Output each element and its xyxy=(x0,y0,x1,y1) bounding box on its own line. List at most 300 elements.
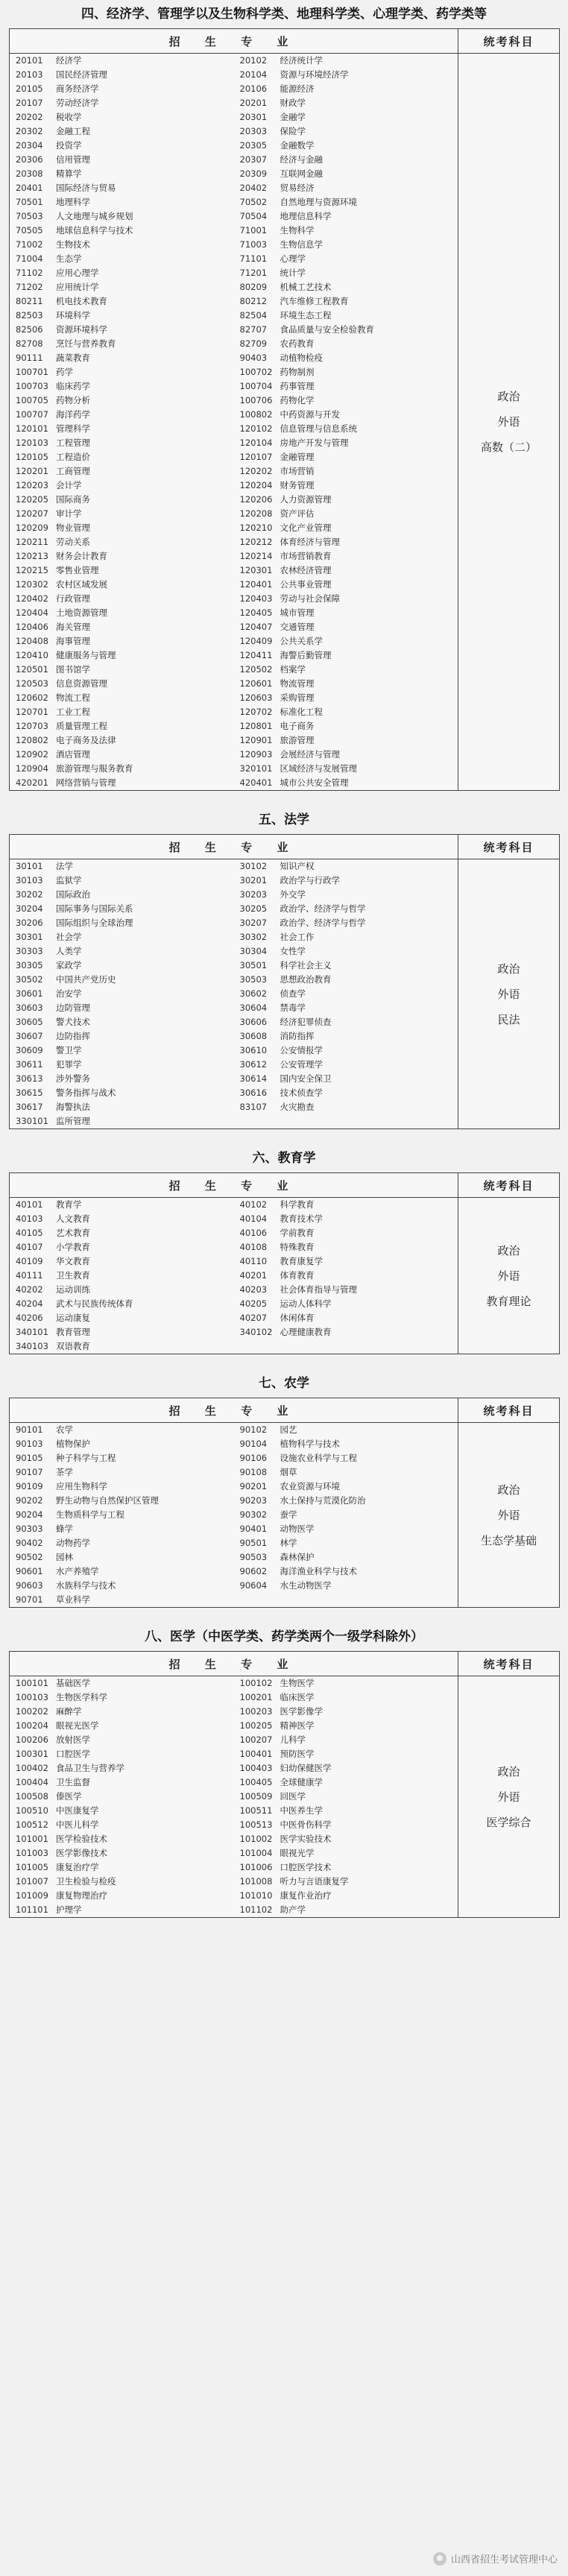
major-name: 生物医学 xyxy=(280,1678,315,1688)
major-name: 思想政治教育 xyxy=(280,974,332,985)
major-entry xyxy=(234,1339,458,1354)
major-code: 20106 xyxy=(239,83,268,94)
major-entry xyxy=(234,1790,458,1804)
major-entry xyxy=(10,1832,234,1846)
major-name: 消防指挥 xyxy=(280,1031,315,1041)
major-code: 30616 xyxy=(239,1087,268,1098)
major-name: 环境生态工程 xyxy=(280,310,332,321)
major-name: 海洋药学 xyxy=(56,409,90,420)
major-entry xyxy=(10,1860,234,1875)
major-code: 100512 xyxy=(16,1819,48,1830)
major-name: 禁毒学 xyxy=(280,1003,306,1013)
major-entry xyxy=(10,309,234,323)
major-code: 90204 xyxy=(16,1509,43,1520)
major-name: 质量管理工程 xyxy=(56,721,107,731)
major-name: 动物药学 xyxy=(56,1538,90,1548)
major-entry xyxy=(234,436,458,450)
section-title: 七、农学 xyxy=(259,1376,309,1391)
major-code: 30201 xyxy=(239,875,268,886)
major-name: 资源与环境经济学 xyxy=(280,69,349,80)
major-code: 30614 xyxy=(239,1073,268,1084)
major-code: 100101 xyxy=(16,1678,48,1688)
major-name: 公共事业管理 xyxy=(280,579,332,590)
exam-subjects-cell xyxy=(458,54,560,791)
major-entry xyxy=(10,1437,234,1451)
major-code: 40201 xyxy=(239,1270,268,1281)
list-item xyxy=(10,1690,458,1705)
major-code: 101102 xyxy=(239,1904,273,1915)
major-name: 城市管理 xyxy=(280,607,315,618)
major-code xyxy=(234,1114,280,1128)
major-entry xyxy=(234,280,458,294)
major-code: 90604 xyxy=(239,1580,268,1591)
major-code: 90105 xyxy=(16,1453,43,1463)
list-item xyxy=(10,365,458,379)
major-entry xyxy=(10,1508,234,1522)
major-entry xyxy=(234,96,458,110)
major-code: 120904 xyxy=(16,763,48,774)
major-name: 口腔医学技术 xyxy=(280,1862,332,1872)
major-entry xyxy=(234,479,458,493)
major-code: 40204 xyxy=(16,1298,43,1309)
list-item xyxy=(10,1747,458,1761)
major-code: 20301 xyxy=(239,112,268,122)
list-item xyxy=(10,634,458,648)
major-entry xyxy=(234,1579,458,1593)
list-item xyxy=(10,973,458,987)
major-entry xyxy=(234,1100,458,1114)
major-entry xyxy=(234,266,458,280)
major-entry xyxy=(234,606,458,620)
major-entry xyxy=(10,1733,234,1747)
major-code: 120406 xyxy=(16,622,48,632)
major-name: 回医学 xyxy=(280,1791,306,1802)
major-name: 采购管理 xyxy=(280,692,315,703)
majors-list xyxy=(10,1198,458,1354)
major-entry xyxy=(10,1001,234,1015)
major-code: 120405 xyxy=(239,607,273,618)
major-section xyxy=(9,1144,559,1354)
major-code: 101004 xyxy=(239,1848,273,1858)
major-name: 管理科学 xyxy=(56,423,90,434)
list-item xyxy=(10,705,458,719)
major-name: 电子商务及法律 xyxy=(56,735,116,745)
major-entry xyxy=(10,450,234,464)
major-name: 卫生检验与检疫 xyxy=(56,1876,116,1887)
major-entry xyxy=(234,535,458,549)
major-name: 会计学 xyxy=(56,480,82,490)
major-entry xyxy=(234,634,458,648)
major-entry xyxy=(10,1846,234,1860)
list-item xyxy=(10,1860,458,1875)
list-item xyxy=(10,323,458,337)
major-entry xyxy=(10,224,234,238)
major-code: 120209 xyxy=(16,523,48,533)
major-code: 100403 xyxy=(239,1763,273,1773)
list-item xyxy=(10,959,458,973)
major-name: 农学 xyxy=(56,1424,73,1435)
list-item xyxy=(10,1465,458,1480)
major-name: 旅游管理 xyxy=(280,735,315,745)
list-item xyxy=(10,96,458,110)
list-item xyxy=(10,1029,458,1044)
major-entry xyxy=(10,1579,234,1593)
major-name: 人文教育 xyxy=(56,1213,90,1224)
major-code: 30607 xyxy=(16,1031,43,1041)
major-entry xyxy=(234,1875,458,1889)
list-item xyxy=(10,691,458,705)
major-entry xyxy=(234,1001,458,1015)
list-item xyxy=(10,606,458,620)
major-entry xyxy=(10,1804,234,1818)
exam-subject: 外语 xyxy=(497,1269,520,1283)
major-name: 园林 xyxy=(56,1552,73,1562)
list-item xyxy=(10,1015,458,1029)
list-item xyxy=(10,266,458,280)
major-entry xyxy=(10,705,234,719)
major-code: 90201 xyxy=(239,1481,268,1491)
major-name: 小学教育 xyxy=(56,1242,90,1252)
major-entry xyxy=(10,1029,234,1044)
major-code: 100508 xyxy=(16,1791,48,1802)
major-code: 100707 xyxy=(16,409,48,420)
major-entry xyxy=(10,238,234,252)
list-item xyxy=(10,1593,458,1607)
major-code: 20308 xyxy=(16,168,43,179)
major-code: 90401 xyxy=(239,1524,268,1534)
major-name: 信用管理 xyxy=(56,154,90,165)
major-entry xyxy=(234,1705,458,1719)
major-entry xyxy=(234,1029,458,1044)
major-code: 100203 xyxy=(239,1706,273,1717)
major-name: 药事管理 xyxy=(280,381,315,391)
major-code: 40205 xyxy=(239,1298,268,1309)
major-code: 90106 xyxy=(239,1453,268,1463)
major-code: 120204 xyxy=(239,480,273,490)
major-code: 100205 xyxy=(239,1720,273,1731)
major-code: 30603 xyxy=(16,1003,43,1013)
major-code: 120903 xyxy=(239,749,273,760)
major-name: 保险学 xyxy=(280,126,306,136)
major-code: 100401 xyxy=(239,1749,273,1759)
list-item xyxy=(10,1733,458,1747)
major-code: 420401 xyxy=(239,777,273,788)
major-name: 中医养生学 xyxy=(280,1805,323,1816)
major-code: 71101 xyxy=(239,253,268,264)
major-code: 101003 xyxy=(16,1848,48,1858)
list-item xyxy=(10,238,458,252)
major-name: 商务经济学 xyxy=(56,83,99,94)
major-code: 40111 xyxy=(16,1270,43,1281)
major-name: 预防医学 xyxy=(280,1749,315,1759)
major-code: 100802 xyxy=(239,409,273,420)
major-code: 100402 xyxy=(16,1763,48,1773)
list-item xyxy=(10,68,458,82)
major-entry xyxy=(10,1705,234,1719)
major-name: 会展经济与管理 xyxy=(280,749,340,760)
major-entry xyxy=(10,266,234,280)
major-code: 20105 xyxy=(16,83,43,94)
list-item xyxy=(10,464,458,479)
major-name: 经济与金融 xyxy=(280,154,323,165)
major-entry xyxy=(234,507,458,521)
major-name: 傣医学 xyxy=(56,1791,82,1802)
major-name: 中医骨伤科学 xyxy=(280,1819,332,1830)
exam-subject: 政治 xyxy=(497,1483,520,1497)
list-item xyxy=(10,1775,458,1790)
list-item xyxy=(10,1269,458,1283)
major-entry xyxy=(234,82,458,96)
major-code: 101007 xyxy=(16,1876,48,1887)
major-code: 30101 xyxy=(16,861,43,871)
list-item xyxy=(10,252,458,266)
major-code: 340102 xyxy=(239,1327,273,1337)
major-code: 90302 xyxy=(239,1509,268,1520)
major-entry xyxy=(10,1044,234,1058)
major-entry xyxy=(10,1423,234,1437)
major-name: 监狱学 xyxy=(56,875,82,886)
list-item xyxy=(10,592,458,606)
major-name: 中国共产党历史 xyxy=(56,974,116,985)
list-item xyxy=(10,139,458,153)
major-name: 华文教育 xyxy=(56,1256,90,1266)
exam-subjects-cell xyxy=(458,1676,560,1918)
major-entry xyxy=(10,1536,234,1550)
major-name: 放射医学 xyxy=(56,1734,90,1745)
major-entry xyxy=(10,1212,234,1226)
list-item xyxy=(10,1339,458,1354)
list-item xyxy=(10,507,458,521)
major-code: 120410 xyxy=(16,650,48,660)
major-entry xyxy=(234,1269,458,1283)
major-entry xyxy=(234,1072,458,1086)
table-header-row xyxy=(10,1652,560,1676)
major-name: 国际商务 xyxy=(56,494,90,505)
major-entry xyxy=(234,1903,458,1917)
major-code: 30610 xyxy=(239,1045,268,1055)
major-code: 120404 xyxy=(16,607,48,618)
major-code: 40108 xyxy=(239,1242,268,1252)
major-entry xyxy=(10,82,234,96)
major-name: 国际事务与国际关系 xyxy=(56,903,133,914)
major-name: 财务管理 xyxy=(280,480,315,490)
header-exam-subjects: 统考科目 xyxy=(458,1652,560,1676)
major-name: 生态学 xyxy=(56,253,82,264)
major-name: 中药资源与开发 xyxy=(280,409,340,420)
major-name: 经济统计学 xyxy=(280,55,323,66)
major-name: 金融工程 xyxy=(56,126,90,136)
major-name: 教育技术学 xyxy=(280,1213,323,1224)
major-entry xyxy=(10,1198,234,1212)
major-name: 市场营销教育 xyxy=(280,551,332,561)
major-code: 100204 xyxy=(16,1720,48,1731)
major-name: 农药教育 xyxy=(280,338,315,349)
major-name: 眼视光医学 xyxy=(56,1720,99,1731)
major-entry xyxy=(10,1565,234,1579)
major-entry xyxy=(234,902,458,916)
major-entry xyxy=(10,365,234,379)
major-code: 90202 xyxy=(16,1495,43,1506)
major-code: 100511 xyxy=(239,1805,273,1816)
major-code: 90601 xyxy=(16,1566,43,1576)
major-code: 90109 xyxy=(16,1481,43,1491)
major-entry xyxy=(234,379,458,394)
major-code: 90108 xyxy=(239,1467,268,1477)
major-name: 应用心理学 xyxy=(56,268,99,278)
major-entry xyxy=(10,507,234,521)
major-name: 人类学 xyxy=(56,946,82,956)
major-name: 茶学 xyxy=(56,1467,73,1477)
major-code: 100207 xyxy=(239,1734,273,1745)
major-code: 82506 xyxy=(16,324,43,335)
major-name: 水土保持与荒漠化防治 xyxy=(280,1495,366,1506)
major-code: 20103 xyxy=(16,69,43,80)
list-item xyxy=(10,1903,458,1917)
list-item xyxy=(10,1790,458,1804)
list-item xyxy=(10,1705,458,1719)
major-code: 30204 xyxy=(16,903,43,914)
major-code: 30606 xyxy=(239,1017,268,1027)
exam-subjects-cell xyxy=(458,1423,560,1608)
major-code: 20401 xyxy=(16,183,43,193)
exam-subject: 民法 xyxy=(497,1012,520,1026)
major-code: 120210 xyxy=(239,523,273,533)
major-name: 土地资源管理 xyxy=(56,607,107,618)
major-code: 120205 xyxy=(16,494,48,505)
major-entry xyxy=(234,1593,458,1607)
major-name: 机电技术教育 xyxy=(56,296,107,306)
major-code: 330101 xyxy=(16,1116,48,1126)
major-name: 工业工程 xyxy=(56,707,90,717)
major-section xyxy=(9,0,559,791)
major-code: 100703 xyxy=(16,381,48,391)
major-name: 海警执法 xyxy=(56,1102,90,1112)
major-entry xyxy=(10,422,234,436)
major-code: 120107 xyxy=(239,452,273,462)
major-code: 40206 xyxy=(16,1313,43,1323)
major-name: 监所管理 xyxy=(56,1116,90,1126)
major-entry xyxy=(234,564,458,578)
major-name: 草业科学 xyxy=(56,1594,90,1605)
section-title: 五、法学 xyxy=(259,812,309,827)
major-name: 信息管理与信息系统 xyxy=(280,423,357,434)
header-exam-subjects: 统考科目 xyxy=(458,1398,560,1423)
list-item xyxy=(10,1198,458,1212)
major-code: 120103 xyxy=(16,438,48,448)
section-title: 四、经济学、管理学以及生物科学类、地理科学类、心理学类、药学类等 xyxy=(81,7,487,22)
major-entry xyxy=(10,96,234,110)
major-code: 100510 xyxy=(16,1805,48,1816)
major-name: 全球健康学 xyxy=(280,1777,323,1787)
major-name: 精算学 xyxy=(56,168,82,179)
major-code: 90303 xyxy=(16,1524,43,1534)
major-code: 120102 xyxy=(239,423,273,434)
major-entry xyxy=(234,1297,458,1311)
major-name: 生物技术 xyxy=(56,239,90,250)
major-code: 30501 xyxy=(239,960,268,970)
major-name: 法学 xyxy=(56,861,73,871)
exam-subject: 医学综合 xyxy=(486,1815,531,1829)
major-code: 100509 xyxy=(239,1791,273,1802)
table-body-row xyxy=(10,1676,560,1918)
major-name: 临床药学 xyxy=(56,381,90,391)
major-name: 政治学与行政学 xyxy=(280,875,340,886)
major-name: 教育康复学 xyxy=(280,1256,323,1266)
major-entry xyxy=(234,1832,458,1846)
major-name: 儿科学 xyxy=(280,1734,306,1745)
major-code: 83107 xyxy=(239,1102,268,1112)
major-name: 地理信息科学 xyxy=(280,211,332,221)
major-code: 70502 xyxy=(239,197,268,207)
major-entry xyxy=(10,139,234,153)
major-code: 70503 xyxy=(16,211,43,221)
major-name: 妇幼保健医学 xyxy=(280,1763,332,1773)
list-item xyxy=(10,1719,458,1733)
major-entry xyxy=(234,663,458,677)
major-entry xyxy=(234,1254,458,1269)
list-item xyxy=(10,479,458,493)
major-entry xyxy=(234,195,458,209)
list-item xyxy=(10,1550,458,1565)
major-name: 艺术教育 xyxy=(56,1228,90,1238)
exam-subject: 教育理论 xyxy=(486,1294,531,1308)
major-entry xyxy=(234,309,458,323)
major-code: 120601 xyxy=(239,678,273,689)
major-code: 100706 xyxy=(239,395,273,405)
major-code: 30302 xyxy=(239,932,268,942)
major-entry xyxy=(234,1283,458,1297)
major-entry xyxy=(234,859,458,874)
major-entry xyxy=(234,124,458,139)
major-name: 双语教育 xyxy=(56,1341,90,1351)
major-entry xyxy=(234,365,458,379)
major-code: 100103 xyxy=(16,1692,48,1702)
list-item xyxy=(10,859,458,874)
major-name: 文化产业管理 xyxy=(280,523,332,533)
major-code: 120801 xyxy=(239,721,273,731)
major-code: 90402 xyxy=(16,1538,43,1548)
major-entry xyxy=(234,1775,458,1790)
major-name: 女性学 xyxy=(280,946,306,956)
major-entry xyxy=(10,1775,234,1790)
list-item xyxy=(10,124,458,139)
major-name: 经济犯罪侦查 xyxy=(280,1017,332,1027)
major-code: 40207 xyxy=(239,1313,268,1323)
major-entry xyxy=(234,1804,458,1818)
exam-subjects-cell xyxy=(458,859,560,1129)
list-item xyxy=(10,209,458,224)
major-code: 20202 xyxy=(16,112,43,122)
major-code: 90603 xyxy=(16,1580,43,1591)
major-entry xyxy=(10,564,234,578)
major-code: 30604 xyxy=(239,1003,268,1013)
major-code: 320101 xyxy=(239,763,273,774)
major-entry xyxy=(234,54,458,68)
section-gap xyxy=(0,1129,568,1144)
major-name: 动植物检疫 xyxy=(280,353,323,363)
major-name: 医学影像学 xyxy=(280,1706,323,1717)
major-entry xyxy=(234,677,458,691)
major-entry xyxy=(10,195,234,209)
header-majors: 招 生 专 业 xyxy=(10,835,458,859)
major-name: 贸易经济 xyxy=(280,183,315,193)
major-entry xyxy=(10,719,234,733)
major-name: 物流工程 xyxy=(56,692,90,703)
major-name: 教育管理 xyxy=(56,1327,90,1337)
major-entry xyxy=(10,916,234,930)
major-entry xyxy=(10,153,234,167)
list-item xyxy=(10,153,458,167)
